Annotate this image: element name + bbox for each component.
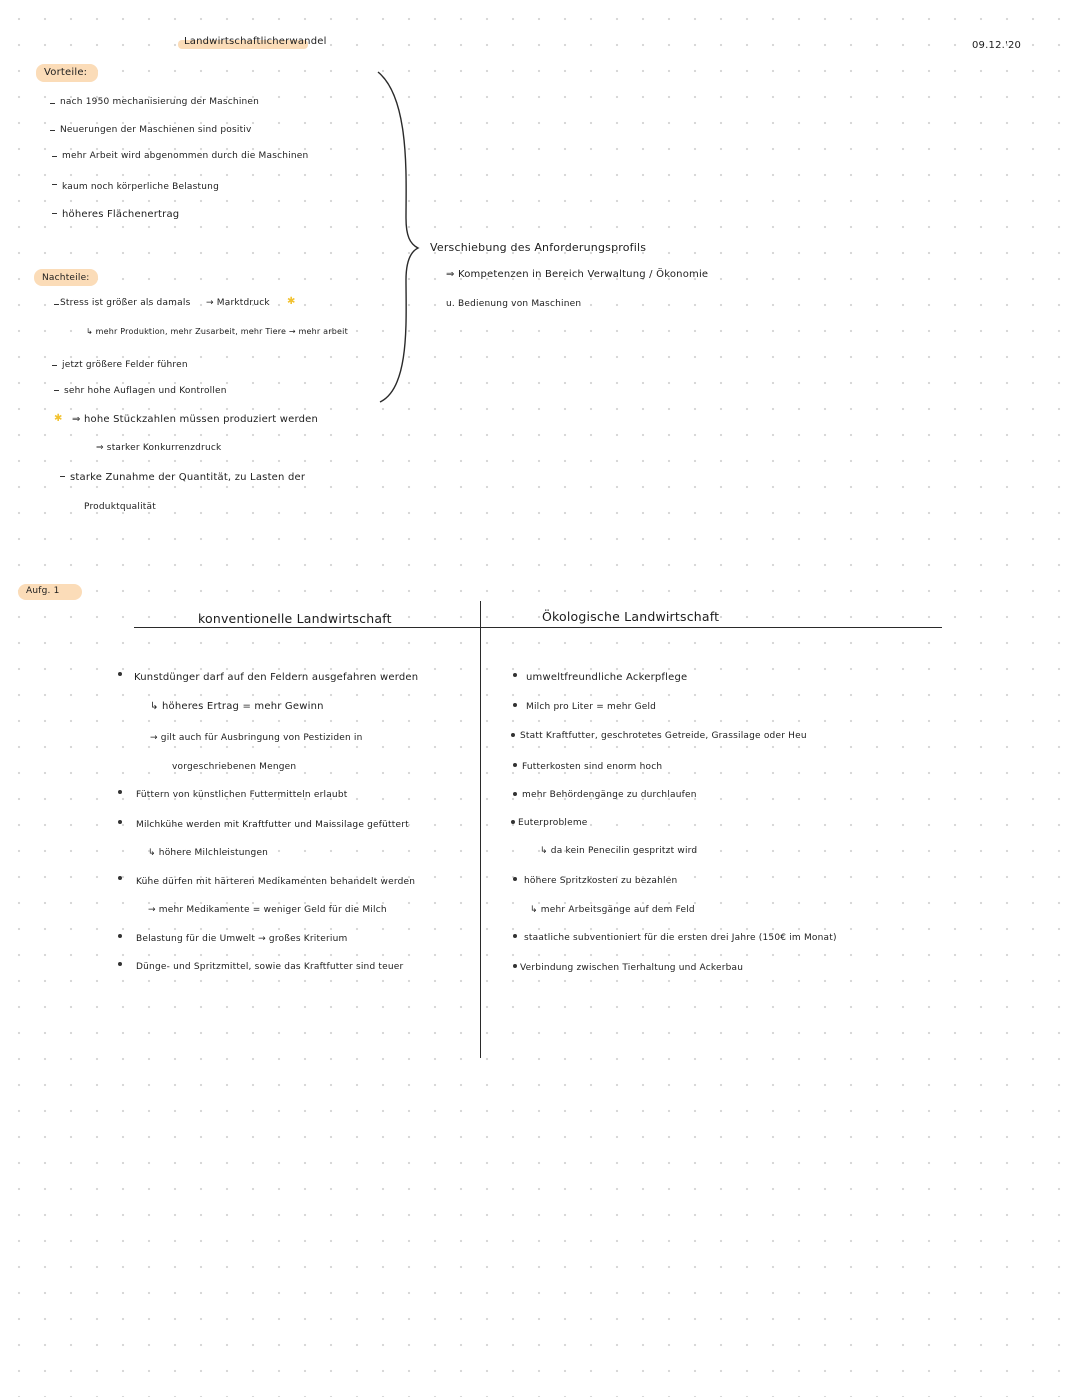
bullet [511,820,515,824]
right-item: höhere Spritzkosten zu bezahlen [524,876,678,886]
cons-subitem: ⇒ starker Konkurrenzdruck [96,443,222,453]
left-item: Belastung für die Umwelt → großes Kriterium [136,934,348,944]
bullet [513,763,517,767]
pros-dash [50,130,55,131]
shift-line: ⇒ Kompetenzen in Bereich Verwaltung / Ökonomie [446,269,709,280]
bullet [513,934,517,938]
cons-dash [52,365,57,366]
bullet [118,790,122,794]
cons-item: jetzt größere Felder führen [62,360,188,370]
cons-item: sehr hohe Auflagen und Kontrollen [64,386,227,396]
right-item: Statt Kraftfutter, geschrotetes Getreide, Grassilage oder Heu [520,731,807,741]
left-item: Dünge- und Spritzmittel, sowie das Kraftfutter sind teuer [136,962,404,972]
bullet [118,672,122,676]
right-item: umweltfreundliche Ackerpflege [526,672,688,683]
pros-heading: Vorteile: [44,67,88,78]
left-item: Füttern von künstlichen Futtermitteln erlaubt [136,790,348,800]
date: 09.12.'20 [972,40,1022,51]
pros-dash [52,213,57,214]
bullet [118,820,122,824]
bullet [118,934,122,938]
pros-item: nach 1950 mechanisierung der Maschinen [60,97,260,107]
cons-item: Stress ist größer als damals [60,298,191,308]
bullet [513,792,517,796]
cons-item: ⇒ hohe Stückzahlen müssen produziert werden [72,414,319,425]
pros-item: höheres Flächenertrag [62,209,180,220]
pros-dash [52,184,57,185]
cons-arrow-text: → Marktdruck [206,298,270,308]
right-item: Euterprobleme [518,818,588,828]
star-icon: ✱ [54,413,63,424]
shift-title: Verschiebung des Anforderungsprofils [430,241,647,254]
bullet [511,733,515,737]
cons-dash [54,304,59,305]
right-item: mehr Behördengänge zu durchlaufen [522,790,697,800]
cons-heading: Nachteile: [42,273,90,283]
left-item: Kunstdünger darf auf den Feldern ausgefahren werden [134,672,419,683]
cons-subitem: ↳ mehr Produktion, mehr Zusarbeit, mehr Tiere → mehr arbeit [86,327,348,336]
left-column-heading: konventionelle Landwirtschaft [198,611,392,626]
right-item: Milch pro Liter = mehr Geld [526,702,657,712]
right-item: Verbindung zwischen Tierhaltung und Ackerbau [520,963,744,973]
left-subitem: ↳ höheres Ertrag = mehr Gewinn [150,701,324,712]
page-title: Landwirtschaftlicherwandel [184,36,327,47]
pros-item: mehr Arbeit wird abgenommen durch die Maschinen [62,151,309,161]
left-item: Kühe dürfen mit härteren Medikamenten behandelt werden [136,877,416,887]
cons-dash [54,390,59,391]
pros-dash [52,156,57,157]
cons-dash [60,476,65,477]
bullet [513,877,517,881]
left-subitem: vorgeschriebenen Mengen [172,762,297,772]
curly-brace [370,68,430,408]
pros-item: Neuerungen der Maschienen sind positiv [60,125,252,135]
bullet [118,962,122,966]
left-subitem: → gilt auch für Ausbringung von Pestiziden in [150,733,363,743]
table-divider [480,601,481,1058]
right-item: Futterkosten sind enorm hoch [522,762,663,772]
left-subitem: ↳ höhere Milchleistungen [148,848,269,858]
pros-dash [50,103,55,104]
bullet [513,673,517,677]
pros-item: kaum noch körperliche Belastung [62,182,219,192]
left-item: Milchkühe werden mit Kraftfutter und Maissilage gefüttert [136,820,409,830]
right-item: staatliche subventioniert für die ersten drei Jahre (150€ im Monat) [524,933,837,943]
task-label: Aufg. 1 [26,586,60,596]
right-column-heading: Ökologische Landwirtschaft [542,609,720,624]
right-subitem: ↳ da kein Penecilin gespritzt wird [540,846,698,856]
table-header-rule [134,627,942,628]
right-subitem: ↳ mehr Arbeitsgänge auf dem Feld [530,905,695,915]
bullet [513,703,517,707]
bullet [513,964,517,968]
shift-line: u. Bedienung von Maschinen [446,299,582,309]
left-subitem: → mehr Medikamente = weniger Geld für die Milch [148,905,387,915]
cons-item: starke Zunahme der Quantität, zu Lasten der [70,472,306,483]
cons-item-cont: Produktqualität [84,502,156,512]
bullet [118,876,122,880]
star-icon: ✱ [287,296,296,307]
